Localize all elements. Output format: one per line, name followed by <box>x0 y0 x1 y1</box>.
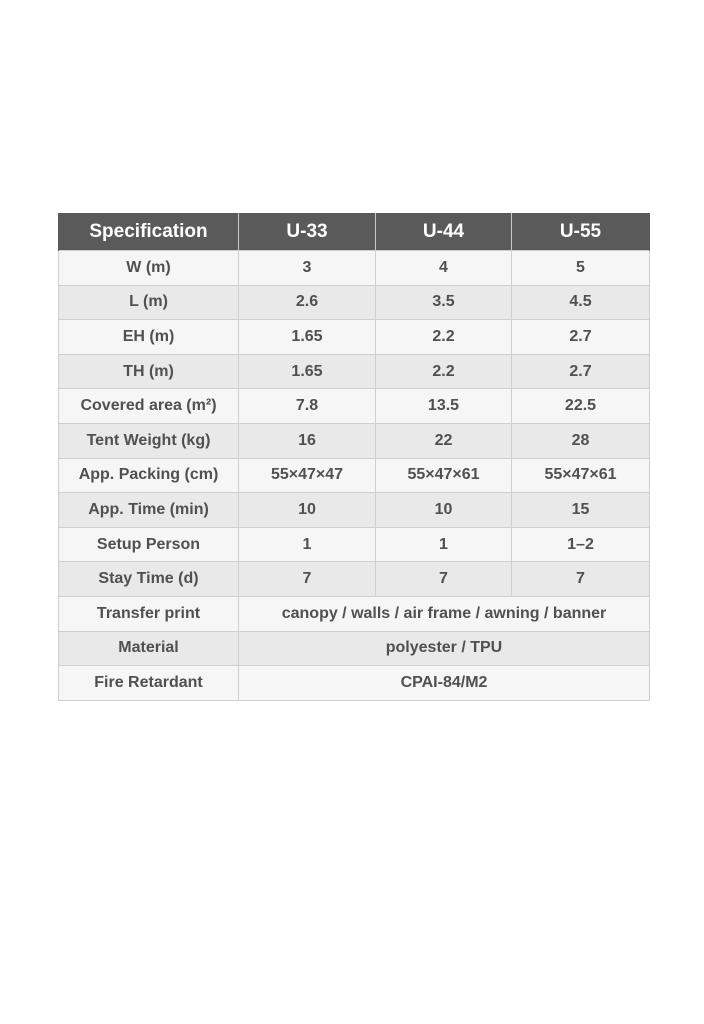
cell-u55: 7 <box>512 562 650 597</box>
cell-u44: 10 <box>376 493 512 528</box>
table-row <box>59 493 650 528</box>
cell-u44: 3.5 <box>376 285 512 320</box>
merged-cell: polyester / TPU <box>239 631 650 666</box>
table-row <box>59 423 650 458</box>
table-row-merged <box>59 596 650 631</box>
cell-u44: 55×47×61 <box>376 458 512 493</box>
table-row <box>59 562 650 597</box>
cell-u44: 1 <box>376 527 512 562</box>
row-label: Tent Weight (kg) <box>59 423 239 458</box>
merged-cell: canopy / walls / air frame / awning / banner <box>239 596 650 631</box>
cell-u55: 1–2 <box>512 527 650 562</box>
header-u55: U-55 <box>512 213 650 251</box>
row-label: Covered area (m²) <box>59 389 239 424</box>
header-u33: U-33 <box>239 213 376 251</box>
cell-u33: 7 <box>239 562 376 597</box>
table-row-merged <box>59 631 650 666</box>
cell-u55: 2.7 <box>512 320 650 355</box>
row-label: W (m) <box>59 251 239 286</box>
cell-u44: 13.5 <box>376 389 512 424</box>
cell-u33: 1.65 <box>239 320 376 355</box>
cell-u44: 2.2 <box>376 320 512 355</box>
cell-u33: 7.8 <box>239 389 376 424</box>
cell-u44: 7 <box>376 562 512 597</box>
row-label: Transfer print <box>59 596 239 631</box>
row-label: Fire Retardant <box>59 666 239 701</box>
table-row <box>59 389 650 424</box>
row-label: Material <box>59 631 239 666</box>
row-label: App. Packing (cm) <box>59 458 239 493</box>
cell-u33: 16 <box>239 423 376 458</box>
table-row-merged <box>59 666 650 701</box>
cell-u44: 4 <box>376 251 512 286</box>
header-specification: Specification <box>59 213 239 251</box>
cell-u33: 1 <box>239 527 376 562</box>
row-label: Setup Person <box>59 527 239 562</box>
cell-u33: 10 <box>239 493 376 528</box>
table-row <box>59 251 650 286</box>
cell-u55: 15 <box>512 493 650 528</box>
table-row <box>59 285 650 320</box>
cell-u55: 4.5 <box>512 285 650 320</box>
cell-u44: 2.2 <box>376 354 512 389</box>
cell-u55: 28 <box>512 423 650 458</box>
cell-u55: 5 <box>512 251 650 286</box>
cell-u55: 2.7 <box>512 354 650 389</box>
cell-u33: 3 <box>239 251 376 286</box>
spec-table <box>58 213 650 701</box>
row-label: TH (m) <box>59 354 239 389</box>
cell-u55: 22.5 <box>512 389 650 424</box>
row-label: App. Time (min) <box>59 493 239 528</box>
table-row <box>59 527 650 562</box>
table-row <box>59 354 650 389</box>
cell-u33: 2.6 <box>239 285 376 320</box>
row-label: Stay Time (d) <box>59 562 239 597</box>
table-row <box>59 320 650 355</box>
table-header-row <box>59 213 650 251</box>
cell-u33: 55×47×47 <box>239 458 376 493</box>
row-label: EH (m) <box>59 320 239 355</box>
row-label: L (m) <box>59 285 239 320</box>
cell-u33: 1.65 <box>239 354 376 389</box>
merged-cell: CPAI-84/M2 <box>239 666 650 701</box>
header-u44: U-44 <box>376 213 512 251</box>
cell-u55: 55×47×61 <box>512 458 650 493</box>
table-row <box>59 458 650 493</box>
cell-u44: 22 <box>376 423 512 458</box>
